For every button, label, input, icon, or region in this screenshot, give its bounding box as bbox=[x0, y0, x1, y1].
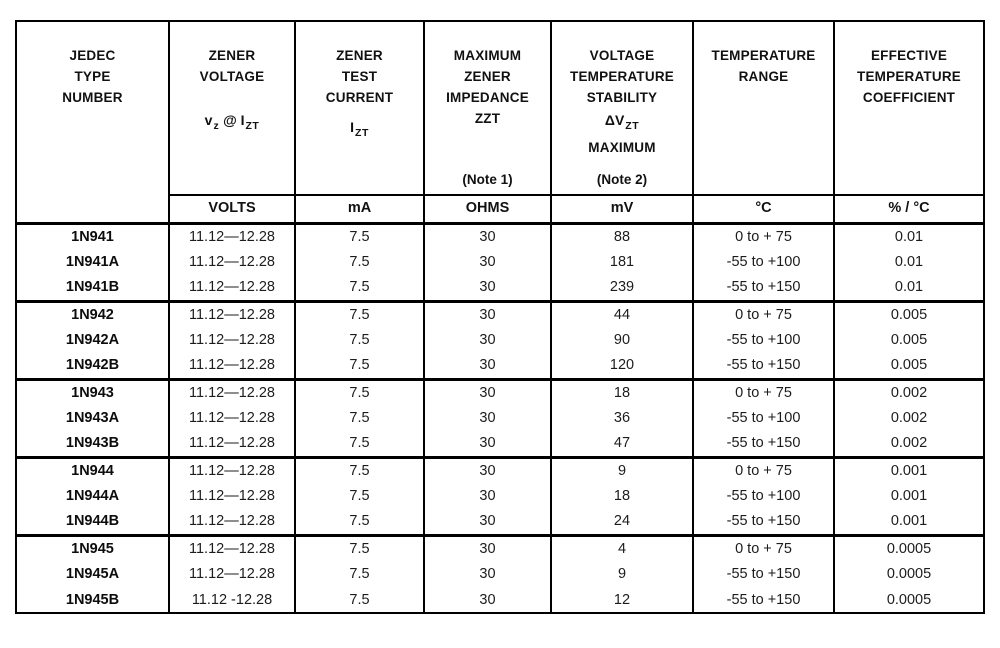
voltage-stability-cell: 88 bbox=[551, 223, 693, 249]
zener-voltage-cell: 11.12—12.28 bbox=[169, 561, 295, 587]
header-line: TEMPERATURE bbox=[570, 69, 674, 84]
test-current-cell: 7.5 bbox=[295, 509, 424, 535]
zener-voltage-cell: 11.12—12.28 bbox=[169, 327, 295, 353]
test-current-cell: 7.5 bbox=[295, 223, 424, 249]
header-line: TEMPERATURE bbox=[857, 69, 961, 84]
table-row bbox=[16, 353, 984, 379]
temperature-range-cell: -55 to +100 bbox=[693, 249, 834, 275]
temperature-range-cell: 0 to + 75 bbox=[693, 379, 834, 405]
test-current-cell: 7.5 bbox=[295, 379, 424, 405]
header-line: ZENER bbox=[464, 69, 511, 84]
col-header-temp-coefficient bbox=[834, 21, 984, 195]
voltage-stability-cell: 181 bbox=[551, 249, 693, 275]
test-current-cell: 7.5 bbox=[295, 457, 424, 483]
temperature-range-cell: 0 to + 75 bbox=[693, 223, 834, 249]
header-line: TEMPERATURE bbox=[711, 48, 816, 63]
header-line: NUMBER bbox=[62, 90, 123, 105]
zener-impedance-cell: 30 bbox=[424, 431, 551, 457]
temp-coefficient-cell: 0.01 bbox=[834, 249, 984, 275]
jedec-type-cell: 1N943A bbox=[16, 405, 169, 431]
zener-impedance-cell: 30 bbox=[424, 223, 551, 249]
zener-impedance-cell: 30 bbox=[424, 249, 551, 275]
table-row bbox=[16, 249, 984, 275]
temperature-range-cell: 0 to + 75 bbox=[693, 535, 834, 561]
zener-impedance-cell: 30 bbox=[424, 587, 551, 613]
table-row bbox=[16, 587, 984, 613]
test-current-cell: 7.5 bbox=[295, 483, 424, 509]
temp-coefficient-cell: 0.002 bbox=[834, 379, 984, 405]
header-line: JEDEC bbox=[69, 48, 116, 63]
temperature-range-cell: -55 to +150 bbox=[693, 587, 834, 613]
temp-coefficient-cell: 0.001 bbox=[834, 457, 984, 483]
jedec-type-cell: 1N945A bbox=[16, 561, 169, 587]
table-row bbox=[16, 223, 984, 249]
jedec-type-cell: 1N944B bbox=[16, 509, 169, 535]
note-2-reference: (Note 2) bbox=[596, 172, 648, 187]
table-row bbox=[16, 379, 984, 405]
col-header-jedec-type bbox=[16, 21, 169, 223]
temp-coefficient-cell: 0.002 bbox=[834, 431, 984, 457]
zener-impedance-cell: 30 bbox=[424, 275, 551, 301]
zener-impedance-cell: 30 bbox=[424, 405, 551, 431]
unit-celsius: °C bbox=[693, 195, 834, 223]
header-line: VOLTAGE bbox=[589, 48, 655, 63]
header-line: MAXIMUM bbox=[453, 48, 522, 63]
table-row bbox=[16, 535, 984, 561]
zener-voltage-cell: 11.12—12.28 bbox=[169, 301, 295, 327]
jedec-type-cell: 1N943B bbox=[16, 431, 169, 457]
zener-voltage-cell: 11.12 -12.28 bbox=[169, 587, 295, 613]
voltage-stability-cell: 4 bbox=[551, 535, 693, 561]
header-line: COEFFICIENT bbox=[862, 90, 956, 105]
header-line: EFFECTIVE bbox=[870, 48, 948, 63]
temperature-range-cell: -55 to +150 bbox=[693, 561, 834, 587]
zener-voltage-cell: 11.12—12.28 bbox=[169, 223, 295, 249]
temp-coefficient-cell: 0.0005 bbox=[834, 587, 984, 613]
temperature-range-cell: -55 to +100 bbox=[693, 405, 834, 431]
test-current-cell: 7.5 bbox=[295, 327, 424, 353]
jedec-type-cell: 1N942 bbox=[16, 301, 169, 327]
test-current-cell: 7.5 bbox=[295, 249, 424, 275]
voltage-stability-cell: 9 bbox=[551, 561, 693, 587]
temperature-range-cell: -55 to +150 bbox=[693, 275, 834, 301]
izt-formula: $I_{ZT}$ bbox=[350, 119, 369, 139]
table-row bbox=[16, 561, 984, 587]
vz-at-izt-formula: $v_z$ @ $I_{ZT}$ bbox=[204, 112, 260, 132]
jedec-type-cell: 1N945 bbox=[16, 535, 169, 561]
voltage-stability-cell: 120 bbox=[551, 353, 693, 379]
header-line: IMPEDANCE bbox=[446, 90, 529, 105]
header-line: STABILITY bbox=[586, 90, 658, 105]
zener-voltage-cell: 11.12—12.28 bbox=[169, 275, 295, 301]
zener-spec-table bbox=[15, 20, 985, 614]
zener-voltage-cell: 11.12—12.28 bbox=[169, 483, 295, 509]
temp-coefficient-cell: 0.001 bbox=[834, 483, 984, 509]
jedec-type-cell: 1N945B bbox=[16, 587, 169, 613]
jedec-type-cell: 1N942B bbox=[16, 353, 169, 379]
temp-coefficient-cell: 0.005 bbox=[834, 353, 984, 379]
voltage-stability-cell: 18 bbox=[551, 379, 693, 405]
temp-coefficient-cell: 0.01 bbox=[834, 223, 984, 249]
test-current-cell: 7.5 bbox=[295, 535, 424, 561]
test-current-cell: 7.5 bbox=[295, 275, 424, 301]
header-line: RANGE bbox=[738, 69, 789, 84]
col-header-zener-impedance bbox=[424, 21, 551, 195]
zener-impedance-cell: 30 bbox=[424, 327, 551, 353]
temp-coefficient-cell: 0.005 bbox=[834, 301, 984, 327]
voltage-stability-cell: 12 bbox=[551, 587, 693, 613]
zener-voltage-cell: 11.12—12.28 bbox=[169, 431, 295, 457]
unit-mv: mV bbox=[551, 195, 693, 223]
jedec-type-cell: 1N941A bbox=[16, 249, 169, 275]
voltage-stability-cell: 47 bbox=[551, 431, 693, 457]
header-line: TEST bbox=[341, 69, 378, 84]
test-current-cell: 7.5 bbox=[295, 587, 424, 613]
unit-ma: mA bbox=[295, 195, 424, 223]
voltage-stability-cell: 18 bbox=[551, 483, 693, 509]
jedec-type-cell: 1N944A bbox=[16, 483, 169, 509]
header-line: VOLTAGE bbox=[199, 69, 265, 84]
test-current-cell: 7.5 bbox=[295, 353, 424, 379]
test-current-cell: 7.5 bbox=[295, 561, 424, 587]
test-current-cell: 7.5 bbox=[295, 301, 424, 327]
table-body bbox=[16, 223, 984, 613]
header-title-row bbox=[16, 21, 984, 195]
temp-coefficient-cell: 0.01 bbox=[834, 275, 984, 301]
zener-voltage-cell: 11.12—12.28 bbox=[169, 457, 295, 483]
zener-impedance-cell: 30 bbox=[424, 379, 551, 405]
delta-vzt-formula: $\Delta V_{ZT}$ bbox=[604, 112, 640, 132]
table-row bbox=[16, 275, 984, 301]
temp-coefficient-cell: 0.002 bbox=[834, 405, 984, 431]
table-row bbox=[16, 327, 984, 353]
temperature-range-cell: -55 to +100 bbox=[693, 327, 834, 353]
table-row bbox=[16, 301, 984, 327]
jedec-type-cell: 1N941 bbox=[16, 223, 169, 249]
test-current-cell: 7.5 bbox=[295, 405, 424, 431]
header-line: ZENER bbox=[208, 48, 256, 63]
jedec-type-cell: 1N942A bbox=[16, 327, 169, 353]
table-row bbox=[16, 431, 984, 457]
voltage-stability-cell: 90 bbox=[551, 327, 693, 353]
table-row bbox=[16, 405, 984, 431]
temperature-range-cell: -55 to +100 bbox=[693, 483, 834, 509]
voltage-stability-cell: 36 bbox=[551, 405, 693, 431]
voltage-stability-cell: 24 bbox=[551, 509, 693, 535]
zener-voltage-cell: 11.12—12.28 bbox=[169, 405, 295, 431]
table-row bbox=[16, 509, 984, 535]
zener-impedance-cell: 30 bbox=[424, 483, 551, 509]
temp-coefficient-cell: 0.0005 bbox=[834, 561, 984, 587]
zener-impedance-cell: 30 bbox=[424, 457, 551, 483]
zener-impedance-cell: 30 bbox=[424, 509, 551, 535]
temperature-range-cell: -55 to +150 bbox=[693, 509, 834, 535]
header-line: TYPE bbox=[74, 69, 111, 84]
zener-voltage-cell: 11.12—12.28 bbox=[169, 249, 295, 275]
temperature-range-cell: -55 to +150 bbox=[693, 353, 834, 379]
unit-ohms: OHMS bbox=[424, 195, 551, 223]
voltage-stability-cell: 44 bbox=[551, 301, 693, 327]
zener-impedance-cell: 30 bbox=[424, 535, 551, 561]
unit-percent-per-celsius: % / °C bbox=[834, 195, 984, 223]
zener-voltage-cell: 11.12—12.28 bbox=[169, 379, 295, 405]
header-line: CURRENT bbox=[325, 90, 394, 105]
zener-voltage-cell: 11.12—12.28 bbox=[169, 353, 295, 379]
col-header-temperature-range bbox=[693, 21, 834, 195]
jedec-type-cell: 1N944 bbox=[16, 457, 169, 483]
voltage-stability-cell: 9 bbox=[551, 457, 693, 483]
note-1-reference: (Note 1) bbox=[462, 172, 513, 187]
zener-voltage-cell: 11.12—12.28 bbox=[169, 535, 295, 561]
table-row bbox=[16, 483, 984, 509]
jedec-type-cell: 1N943 bbox=[16, 379, 169, 405]
zener-impedance-cell: 30 bbox=[424, 561, 551, 587]
table-row bbox=[16, 457, 984, 483]
zener-voltage-cell: 11.12—12.28 bbox=[169, 509, 295, 535]
temperature-range-cell: 0 to + 75 bbox=[693, 301, 834, 327]
unit-volts: VOLTS bbox=[169, 195, 295, 223]
temperature-range-cell: -55 to +150 bbox=[693, 431, 834, 457]
temp-coefficient-cell: 0.005 bbox=[834, 327, 984, 353]
voltage-stability-cell: 239 bbox=[551, 275, 693, 301]
test-current-cell: 7.5 bbox=[295, 431, 424, 457]
table-header bbox=[16, 21, 984, 223]
zener-impedance-cell: 30 bbox=[424, 353, 551, 379]
col-header-test-current bbox=[295, 21, 424, 195]
temp-coefficient-cell: 0.0005 bbox=[834, 535, 984, 561]
header-line: ZENER bbox=[336, 48, 383, 63]
header-line: ZZT bbox=[474, 111, 501, 126]
col-header-zener-voltage bbox=[169, 21, 295, 195]
header-line: MAXIMUM bbox=[588, 140, 656, 155]
temperature-range-cell: 0 to + 75 bbox=[693, 457, 834, 483]
jedec-type-cell: 1N941B bbox=[16, 275, 169, 301]
temp-coefficient-cell: 0.001 bbox=[834, 509, 984, 535]
zener-impedance-cell: 30 bbox=[424, 301, 551, 327]
col-header-voltage-stability bbox=[551, 21, 693, 195]
